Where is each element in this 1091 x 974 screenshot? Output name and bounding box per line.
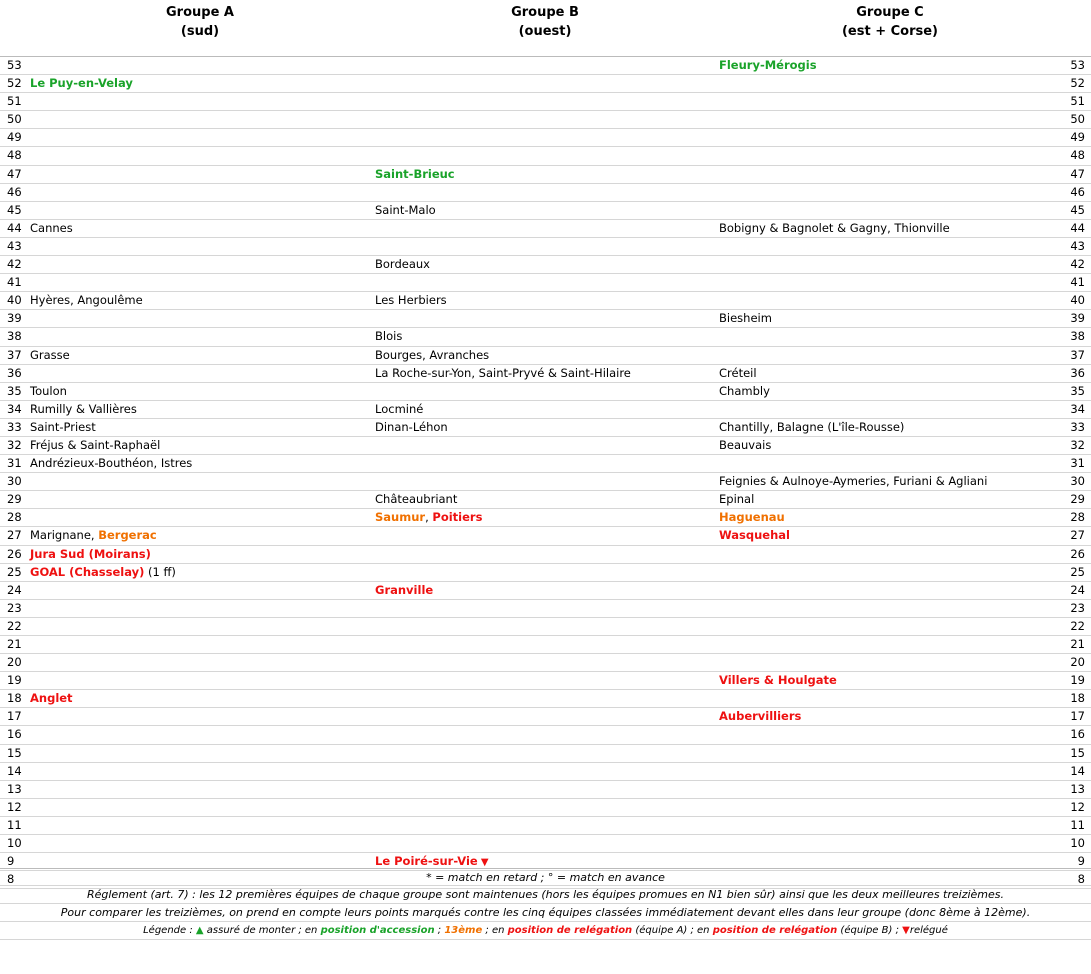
points-right: 52 (1070, 76, 1085, 91)
points-right: 46 (1070, 184, 1085, 199)
group-c-teams (719, 491, 754, 508)
team-name: Fréjus & Saint-Raphaël (30, 437, 161, 452)
group-b-teams (375, 347, 489, 364)
table-row (0, 799, 1091, 817)
group-a-header (100, 3, 300, 41)
group-b-teams (375, 292, 447, 309)
table-row (0, 111, 1091, 129)
points-right: 41 (1070, 275, 1085, 290)
legend-text-3: ; en (482, 925, 508, 936)
table-row (0, 147, 1091, 165)
team-name: Blois (375, 329, 403, 344)
table-row (0, 238, 1091, 256)
table-row (0, 328, 1091, 346)
points-left: 48 (7, 148, 22, 163)
table-row (0, 75, 1091, 93)
table-row (0, 437, 1091, 455)
points-left: 8 (7, 872, 15, 887)
points-left: 41 (7, 275, 22, 290)
points-right: 34 (1070, 401, 1085, 416)
points-right: 51 (1070, 94, 1085, 109)
points-right: 30 (1070, 474, 1085, 489)
points-right: 20 (1070, 655, 1085, 670)
group-b-header (445, 3, 645, 41)
points-left: 42 (7, 257, 22, 272)
legend-relegated: relégué (909, 925, 948, 936)
group-b-teams (375, 419, 448, 436)
points-left: 36 (7, 365, 22, 380)
legend-relegation-a: position de relégation (507, 925, 633, 936)
team-name: Le Puy-en-Velay (30, 76, 133, 91)
points-left: 35 (7, 383, 22, 398)
legend-prefix: Légende : (143, 925, 196, 936)
points-right: 40 (1070, 293, 1085, 308)
table-row (0, 817, 1091, 835)
points-right: 33 (1070, 419, 1085, 434)
team-name: , (425, 510, 433, 525)
group-c-title: Groupe C (856, 5, 924, 20)
points-left: 34 (7, 401, 22, 416)
points-left: 24 (7, 582, 22, 597)
group-c-teams (719, 419, 904, 436)
points-left: 18 (7, 691, 22, 706)
legend-relegation-b: position de relégation (712, 925, 838, 936)
points-right: 32 (1070, 437, 1085, 452)
team-name: Jura Sud (Moirans) (30, 546, 151, 561)
group-a-teams (30, 383, 67, 400)
team-name: Bordeaux (375, 257, 430, 272)
group-a-subtitle: (sud) (180, 24, 220, 39)
group-b-teams (375, 365, 631, 382)
group-b-subtitle: (ouest) (518, 24, 572, 39)
points-right: 42 (1070, 257, 1085, 272)
down-arrow-icon: ▼ (902, 925, 910, 936)
points-right: 19 (1070, 673, 1085, 688)
points-left: 53 (7, 58, 22, 72)
points-left: 21 (7, 637, 22, 651)
group-b-teams (375, 491, 457, 508)
group-a-title: Groupe A (166, 5, 234, 20)
team-name: Granville (375, 582, 434, 597)
table-row (0, 274, 1091, 292)
points-right: 13 (1070, 781, 1085, 796)
team-name: Saumur (375, 510, 426, 525)
points-left: 51 (7, 94, 22, 109)
group-a-teams (30, 419, 96, 436)
points-right: 43 (1070, 238, 1085, 253)
table-row (0, 383, 1091, 401)
points-left: 13 (7, 781, 22, 796)
group-c-teams (719, 57, 817, 74)
group-b-teams (375, 256, 430, 273)
up-arrow-icon: ▲ (195, 925, 204, 936)
table-row (0, 618, 1091, 636)
points-right: 35 (1070, 383, 1085, 398)
group-c-header (790, 3, 990, 41)
points-left: 43 (7, 238, 22, 253)
points-right: 10 (1070, 836, 1085, 851)
legend-text-2: ; (434, 925, 445, 936)
group-b-teams (375, 401, 423, 418)
footer-note-delays: * = match en retard ; ° = match en avance (0, 868, 1091, 886)
team-name: Toulon (30, 383, 67, 398)
team-name: Marignane, (30, 528, 99, 543)
table-row (0, 419, 1091, 437)
group-a-teams (30, 527, 157, 544)
table-row (0, 401, 1091, 419)
points-left: 20 (7, 655, 22, 670)
points-left: 10 (7, 836, 22, 851)
table-row (0, 93, 1091, 111)
table-row (0, 202, 1091, 220)
table-row (0, 763, 1091, 781)
table-row (0, 672, 1091, 690)
points-left: 45 (7, 202, 22, 217)
team-name: Biesheim (719, 311, 772, 326)
points-left: 23 (7, 600, 22, 615)
points-right: 39 (1070, 311, 1085, 326)
group-b-teams (375, 328, 402, 345)
points-left: 26 (7, 546, 22, 561)
team-name: Fleury-Mérogis (719, 58, 817, 72)
table-row (0, 636, 1091, 654)
points-right: 45 (1070, 202, 1085, 217)
team-name: Andrézieux-Bouthéon, Istres (30, 456, 193, 471)
points-left: 25 (7, 564, 22, 579)
points-right: 16 (1070, 727, 1085, 742)
group-b-teams (375, 582, 433, 599)
points-left: 9 (7, 854, 15, 869)
points-left: 33 (7, 419, 22, 434)
table-row (0, 491, 1091, 509)
team-name: Grasse (30, 347, 70, 362)
points-right: 53 (1070, 58, 1085, 72)
points-right: 38 (1070, 329, 1085, 344)
points-right: 50 (1070, 112, 1085, 127)
points-right: 31 (1070, 456, 1085, 471)
team-name: (1 ff) (144, 564, 176, 579)
group-c-teams (719, 365, 757, 382)
footer-rule: Réglement (art. 7) : les 12 premières équipes de chaque groupe sont maintenues (hors les équipes promues en N1 bien sûr) ainsi que les deux meilleures treizièmes. (0, 886, 1091, 904)
group-a-teams (30, 75, 133, 92)
team-name: La Roche-sur-Yon, Saint-Pryvé & Saint-Hilaire (375, 365, 631, 380)
points-left: 15 (7, 745, 22, 760)
team-name: Wasquehal (719, 528, 790, 543)
points-right: 36 (1070, 365, 1085, 380)
group-a-teams (30, 437, 160, 454)
legend-text-1: assuré de monter ; en (203, 925, 321, 936)
points-right: 9 (1077, 854, 1085, 869)
table-row (0, 745, 1091, 763)
points-left: 32 (7, 437, 22, 452)
points-right: 25 (1070, 564, 1085, 579)
points-left: 11 (7, 817, 22, 832)
footer-comparison: Pour comparer les treizièmes, on prend en compte leurs points marqués contre les cinq équipes classées immédiatement devant elles dans leur groupe (donc 8ème à 12ème). (0, 904, 1091, 922)
points-right: 26 (1070, 546, 1085, 561)
group-a-teams (30, 546, 151, 563)
table-footer (0, 868, 1091, 940)
points-right: 47 (1070, 166, 1085, 181)
table-row (0, 455, 1091, 473)
group-a-teams (30, 564, 176, 581)
points-left: 47 (7, 166, 22, 181)
standings-table (0, 57, 1091, 889)
team-name: Aubervilliers (719, 709, 802, 724)
table-row (0, 708, 1091, 726)
team-name: Haguenau (719, 510, 785, 525)
points-right: 15 (1070, 745, 1085, 760)
group-c-teams (719, 473, 987, 490)
points-left: 12 (7, 799, 22, 814)
points-left: 29 (7, 492, 22, 507)
points-left: 40 (7, 293, 22, 308)
team-name: Chantilly, Balagne (L'île-Rousse) (719, 419, 905, 434)
points-right: 22 (1070, 618, 1085, 633)
table-row (0, 473, 1091, 491)
points-right: 17 (1070, 709, 1085, 724)
table-row (0, 256, 1091, 274)
points-left: 49 (7, 130, 22, 145)
team-name: Rumilly & Vallières (30, 401, 137, 416)
team-name: Locminé (375, 401, 424, 416)
group-a-teams (30, 347, 70, 364)
points-left: 27 (7, 528, 22, 543)
group-b-teams (375, 202, 436, 219)
points-left: 50 (7, 112, 22, 127)
legend-accession: position d'accession (320, 925, 435, 936)
group-a-teams (30, 455, 192, 472)
team-name: Saint-Malo (375, 202, 436, 217)
team-name: Hyères, Angoulême (30, 293, 143, 308)
points-left: 30 (7, 474, 22, 489)
group-c-teams (719, 509, 785, 526)
points-right: 11 (1070, 817, 1085, 832)
legend (0, 922, 1091, 940)
table-row (0, 726, 1091, 744)
team-name: Feignies & Aulnoye-Aymeries, Furiani & Agliani (719, 474, 988, 489)
table-row (0, 582, 1091, 600)
table-row (0, 690, 1091, 708)
group-c-teams (719, 437, 771, 454)
table-row (0, 654, 1091, 672)
points-left: 19 (7, 673, 22, 688)
points-left: 28 (7, 510, 22, 525)
points-right: 14 (1070, 763, 1085, 778)
team-name: Anglet (30, 691, 73, 706)
table-row (0, 292, 1091, 310)
team-name: Créteil (719, 365, 757, 380)
points-right: 27 (1070, 528, 1085, 543)
points-right: 48 (1070, 148, 1085, 163)
points-right: 24 (1070, 582, 1085, 597)
group-b-teams (375, 166, 455, 183)
points-right: 49 (1070, 130, 1085, 145)
points-right: 21 (1070, 637, 1085, 651)
table-row (0, 184, 1091, 202)
group-c-teams (719, 310, 772, 327)
team-name: Saint-Priest (30, 419, 96, 434)
points-left: 14 (7, 763, 22, 778)
team-name: GOAL (Chasselay) (30, 564, 145, 579)
points-right: 23 (1070, 600, 1085, 615)
table-row (0, 527, 1091, 545)
group-c-teams (719, 672, 837, 689)
group-b-title: Groupe B (511, 5, 579, 20)
team-name: Les Herbiers (375, 293, 447, 308)
group-c-teams (719, 383, 770, 400)
group-a-teams (30, 220, 73, 237)
team-name: Chambly (719, 383, 770, 398)
points-left: 44 (7, 220, 22, 235)
group-b-teams (375, 509, 482, 526)
points-left: 16 (7, 727, 22, 742)
table-row (0, 347, 1091, 365)
team-name: Le Poiré-sur-Vie (375, 854, 478, 869)
team-name: Cannes (30, 220, 73, 235)
table-row (0, 57, 1091, 75)
group-c-teams (719, 527, 790, 544)
points-left: 39 (7, 311, 22, 326)
legend-thirteenth: 13ème (444, 925, 483, 936)
points-right: 18 (1070, 691, 1085, 706)
team-name: Saint-Brieuc (375, 166, 455, 181)
points-right: 37 (1070, 347, 1085, 362)
points-right: 12 (1070, 799, 1085, 814)
team-name: Epinal (719, 492, 755, 507)
points-left: 38 (7, 329, 22, 344)
points-left: 22 (7, 618, 22, 633)
team-name: Dinan-Léhon (375, 419, 448, 434)
table-row (0, 310, 1091, 328)
points-right: 28 (1070, 510, 1085, 525)
points-right: 29 (1070, 492, 1085, 507)
relegated-icon: ▼ (477, 857, 489, 869)
table-row (0, 600, 1091, 618)
team-name: Châteaubriant (375, 492, 458, 507)
table-row (0, 835, 1091, 853)
table-row (0, 781, 1091, 799)
table-row (0, 509, 1091, 527)
team-name: Bergerac (98, 528, 157, 543)
legend-text-5: (équipe B) ; (837, 925, 903, 936)
table-row (0, 129, 1091, 147)
group-c-teams (719, 708, 801, 725)
group-c-teams (719, 220, 950, 237)
points-left: 52 (7, 76, 22, 91)
group-a-teams (30, 690, 73, 707)
table-header (0, 0, 1091, 56)
group-a-teams (30, 292, 143, 309)
table-row (0, 564, 1091, 582)
group-c-subtitle: (est + Corse) (841, 24, 939, 39)
table-row (0, 546, 1091, 564)
points-left: 17 (7, 709, 22, 724)
team-name: Bobigny & Bagnolet & Gagny, Thionville (719, 220, 950, 235)
team-name: Villers & Houlgate (719, 673, 837, 688)
points-left: 37 (7, 347, 22, 362)
table-row (0, 220, 1091, 238)
team-name: Bourges, Avranches (375, 347, 490, 362)
points-left: 31 (7, 456, 22, 471)
table-row (0, 166, 1091, 184)
table-row (0, 365, 1091, 383)
team-name: Beauvais (719, 437, 772, 452)
points-left: 46 (7, 184, 22, 199)
group-a-teams (30, 401, 137, 418)
points-right: 44 (1070, 220, 1085, 235)
points-right: 8 (1077, 872, 1085, 887)
legend-text-4: (équipe A) ; en (632, 925, 713, 936)
team-name: Poitiers (432, 510, 483, 525)
